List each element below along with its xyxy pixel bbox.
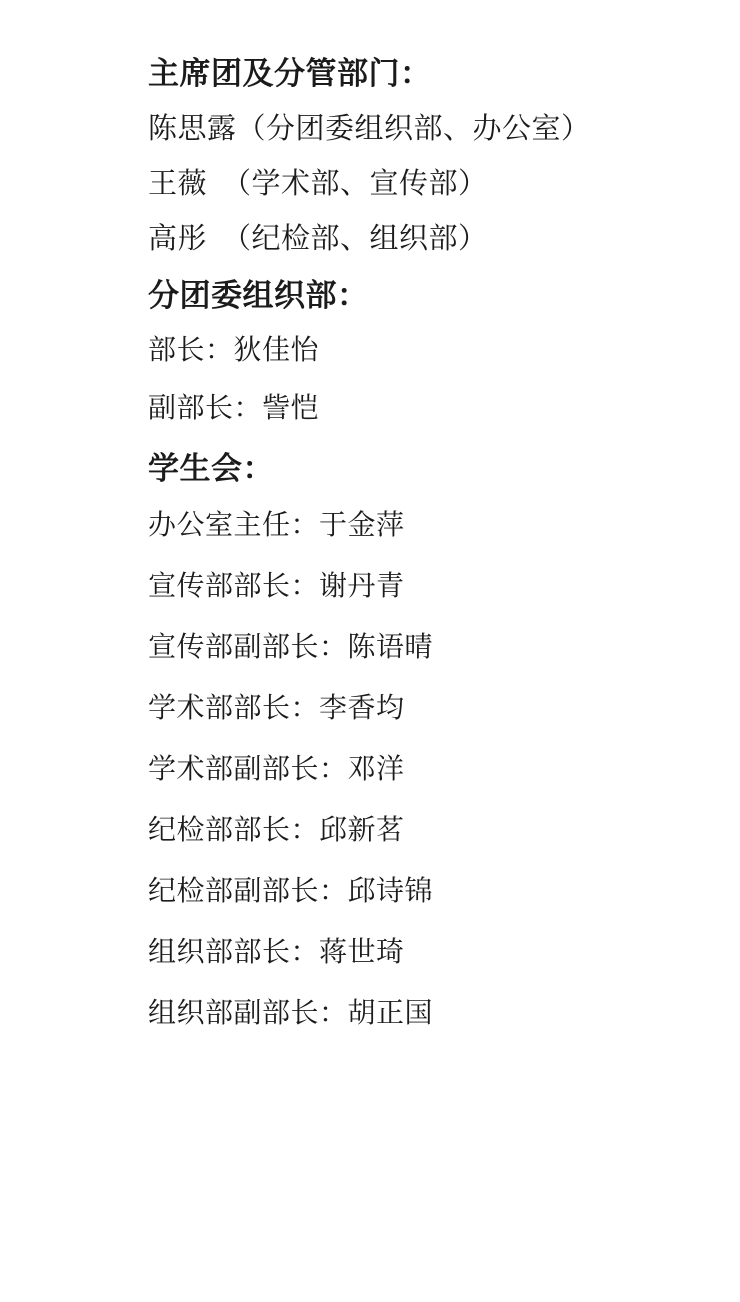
- section-heading-league-org-dept: 分团委组织部：: [148, 278, 369, 313]
- student-union-publicity-head: 宣传部部长：谢丹青: [148, 571, 405, 602]
- league-org-dept-deputy: 副部长：訾恺: [148, 393, 320, 424]
- league-org-dept-head: 部长：狄佳怡: [148, 335, 320, 366]
- presidium-member-2: 王薇 （学术部、宣传部）: [148, 168, 488, 200]
- student-union-discipline-deputy: 纪检部副部长：邱诗锦: [148, 876, 434, 907]
- section-presidium: [148, 58, 700, 254]
- presidium-member-3: 高彤 （纪检部、组织部）: [148, 223, 488, 255]
- student-union-discipline-head: 纪检部部长：邱新茗: [148, 815, 405, 846]
- section-heading-presidium: 主席团及分管部门：: [148, 56, 432, 91]
- student-union-organization-head: 组织部部长：蒋世琦: [148, 937, 405, 968]
- student-union-academic-deputy: 学术部副部长：邓洋: [148, 754, 405, 785]
- student-union-office-director: 办公室主任：于金萍: [148, 510, 405, 541]
- section-league-org-dept: [148, 280, 700, 423]
- section-student-union: [148, 453, 700, 1028]
- section-heading-student-union: 学生会：: [148, 451, 274, 486]
- student-union-academic-head: 学术部部长：李香均: [148, 693, 405, 724]
- student-union-publicity-deputy: 宣传部副部长：陈语晴: [148, 632, 434, 663]
- presidium-member-1: 陈思露（分团委组织部、办公室）: [148, 113, 591, 145]
- student-union-organization-deputy: 组织部副部长：胡正国: [148, 998, 434, 1029]
